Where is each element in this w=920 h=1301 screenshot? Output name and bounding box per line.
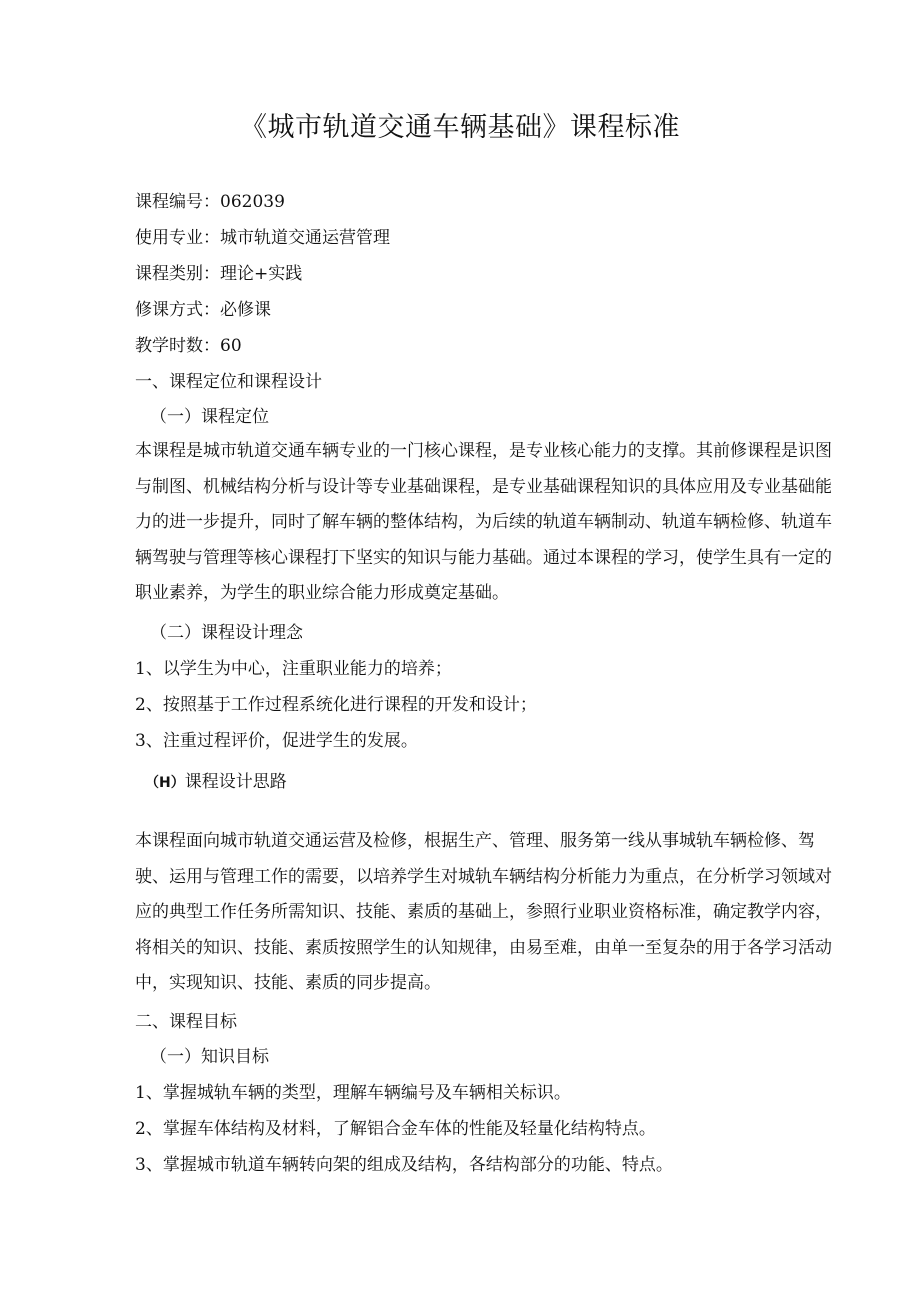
section1-sub3-heading — [145, 770, 287, 795]
design-item: 3、注重过程评价，促进学生的发展。 — [135, 731, 418, 751]
design-item: 2、按照基于工作过程系统化进行课程的开发和设计； — [135, 695, 537, 715]
section1-sub3-paragraph — [135, 824, 835, 1002]
course-major: 使用专业：城市轨道交通运营管理 — [135, 228, 390, 248]
section1-sub1-paragraph — [135, 434, 835, 612]
section1-sub3-paragraph-text: 本课程面向城市轨道交通运营及检修，根据生产、管理、服务第一线从事城轨车辆检修、驾驶、运用与管理工作的需要，以培养学生对城轨车辆结构分析能力为重点，在分析学习领域对应的典型工作任务所需知识、技能、素质的基础上，参照行业职业资格标准，确定教学内容，将相关的知识、技能、素质按照学生的认知规律，由易至难，由单一至复杂的用于各学习活动中，实现知识、技能、素质的同步提高。 — [135, 831, 832, 993]
section1-sub3-heading-text: 课程设计思路 — [184, 772, 287, 792]
knowledge-item: 3、掌握城市轨道车辆转向架的组成及结构，各结构部分的功能、特点。 — [135, 1155, 673, 1175]
section2-heading: 二、课程目标 — [135, 1012, 237, 1032]
document-title: 《城市轨道交通车辆基础》课程标准 — [240, 112, 680, 143]
section1-sub1-paragraph-text: 本课程是城市轨道交通车辆专业的一门核心课程，是专业核心能力的支撑。其前修课程是识图与制图、机械结构分析与设计等专业基础课程，是专业基础课程知识的具体应用及专业基础能力的进一步提升，同时了解车辆的整体结构，为后续的轨道车辆制动、轨道车辆检修、轨道车辆驾驶与管理等核心课程打下坚实的知识与能力基础。通过本课程的学习，使学生具有一定的职业素养，为学生的职业综合能力形成奠定基础。 — [135, 441, 832, 603]
section1-sub2-heading: （二）课程设计理念 — [150, 623, 303, 643]
course-mode: 修课方式：必修课 — [135, 300, 271, 320]
knowledge-item: 2、掌握车体结构及材料，了解铝合金车体的性能及轻量化结构特点。 — [135, 1119, 656, 1139]
section1-sub1-heading: （一）课程定位 — [150, 407, 269, 427]
section1-heading: 一、课程定位和课程设计 — [135, 372, 322, 392]
knowledge-item: 1、掌握城轨车辆的类型，理解车辆编号及车辆相关标识。 — [135, 1083, 571, 1103]
course-code: 课程编号：062039 — [135, 192, 285, 212]
section1-sub3-marker: （H） — [145, 775, 185, 791]
course-category: 课程类别：理论+实践 — [135, 264, 303, 284]
course-hours: 教学时数：60 — [135, 336, 242, 356]
section2-sub1-heading: （一）知识目标 — [150, 1047, 269, 1067]
design-item: 1、以学生为中心，注重职业能力的培养； — [135, 659, 452, 679]
